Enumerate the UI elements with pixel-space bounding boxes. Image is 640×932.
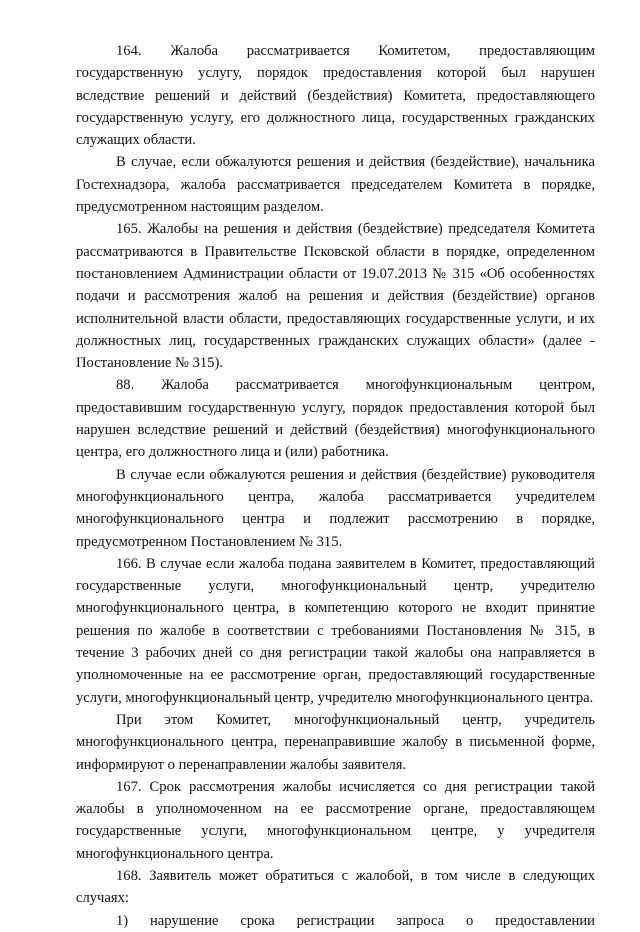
document-page xyxy=(76,40,595,932)
paragraph-167: 167. Срок рассмотрения жалобы исчисляется со дня регистрации такой жалобы в уполномоченном на ее рассмотрение органе, предоставляющем государственные услуги, многофункциональном центре, у учредителя многофункционального центра. xyxy=(76,778,595,862)
paragraph-168: 168. Заявитель может обратиться с жалобой, в том числе в следующих случаях: xyxy=(76,867,595,907)
paragraph-164: 164. Жалоба рассматривается Комитетом, предоставляющим государственную услугу, порядок предоставления которой был нарушен вследствие решений и действий (бездействия) Комитета, предоставляющего государственную услугу, его должностного лица, государственных гражданских служащих области. xyxy=(76,43,595,149)
paragraph-166-redirect: При этом Комитет, многофункциональный центр, учредитель многофункционального центра, перенаправившие жалобу в письменной форме, информируют о перенаправлении жалобы заявителя. xyxy=(76,711,595,773)
paragraph-88-mfc-head: В случае если обжалуются решения и действия (бездействие) руководителя многофункционального центра, жалоба рассматривается учредителем многофункционального центра и подлежит рассмотрению в порядке, предусмотренном Постановлением № 315. xyxy=(76,466,595,550)
paragraph-166: 166. В случае если жалоба подана заявителем в Комитет, предоставляющий государственные услуги, многофункциональный центр, учредителю многофункционального центра, в компетенцию которого не входит принятие решения по жалобе в соответствии с требованиями Постановления № 315, в течение 3 рабочих дней со дня регистрации такой жалобы она направляется в уполномоченные на ее рассмотрение орган, предоставляющий государственные услуги, многофункциональный центр, учредителю многофункционального центра. xyxy=(76,555,595,706)
paragraph-164-gostekhnadzor: В случае, если обжалуются решения и действия (бездействие), начальника Гостехнадзора, жалоба рассматривается председателем Комитета в порядке, предусмотренном настоящим разделом. xyxy=(76,154,595,216)
paragraph-168-item-1: 1) нарушение срока регистрации запроса о предоставлении xyxy=(116,912,595,929)
paragraph-88: 88. Жалоба рассматривается многофункциональным центром, предоставившим государственную услугу, порядок предоставления которой был нарушен вследствие решений и действий (бездействия) многофункционального центра, его должностного лица и (или) работника. xyxy=(76,377,595,461)
paragraph-165: 165. Жалобы на решения и действия (бездействие) председателя Комитета рассматриваются в Правительстве Псковской области в порядке, определенном постановлением Администрации области от 19.07.2013 № 315 «Об особенностях подачи и рассмотрения жалоб на решения и действия (бездействие) органов исполнительной власти области, предоставляющих государственные услуги, и их должностных лиц, государственных гражданских служащих области» (далее - Постановление № 315). xyxy=(76,221,595,372)
